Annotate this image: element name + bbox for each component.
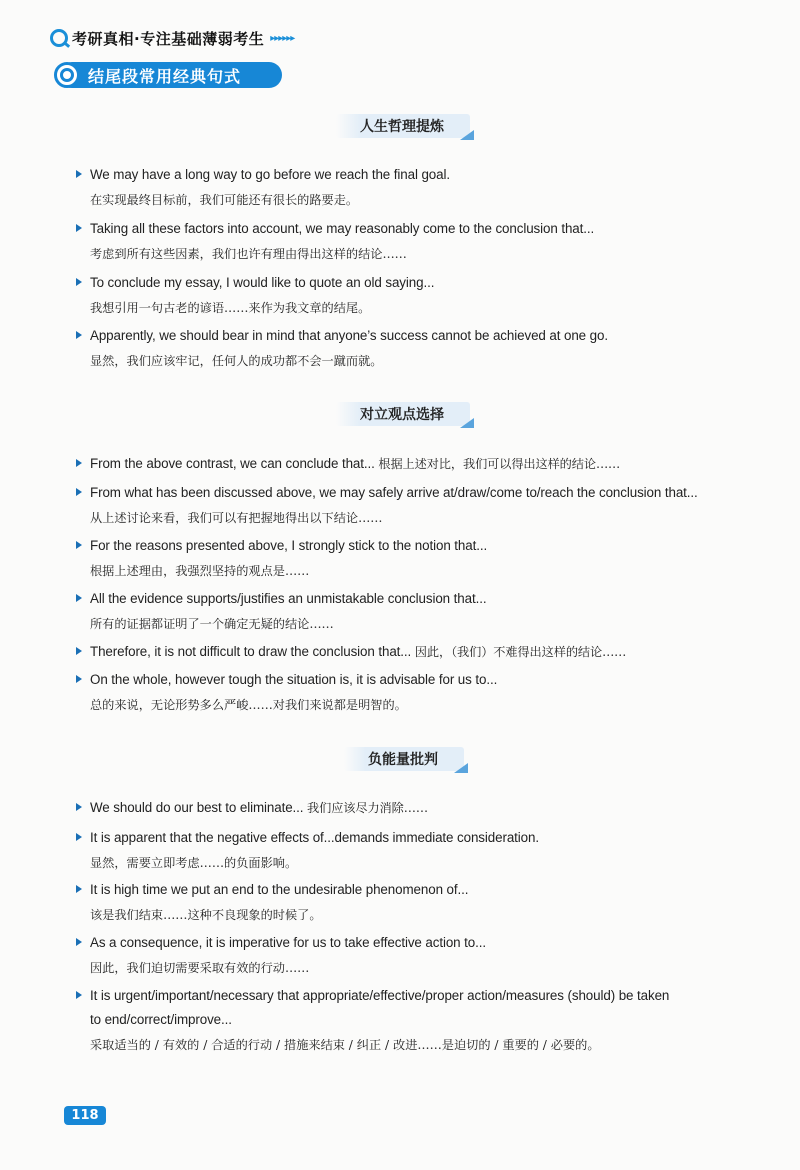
chinese-translation: 我想引用一句古老的谚语……来作为我文章的结尾。 — [90, 301, 371, 315]
list-item — [76, 879, 468, 926]
english-sentence: To conclude my essay, I would like to quote an old saying... — [90, 275, 435, 290]
section-title — [344, 746, 464, 772]
section-title-text: 人生哲理提炼 — [360, 119, 444, 135]
list-item — [76, 535, 487, 582]
list-item — [76, 827, 539, 874]
bullet-icon — [76, 459, 82, 467]
list-item — [76, 325, 608, 372]
list-item — [76, 588, 486, 635]
chinese-translation: 显然，需要立即考虑……的负面影响。 — [90, 856, 298, 870]
bullet-icon — [76, 594, 82, 602]
english-sentence: We may have a long way to go before we reach the final goal. — [90, 167, 450, 182]
list-item — [76, 985, 760, 1056]
chapter-banner — [60, 62, 282, 88]
bullet-icon — [76, 991, 82, 999]
brand-text: 考研真相·专注基础薄弱考生 — [72, 29, 265, 48]
chinese-translation: 我们应该尽力消除…… — [307, 801, 428, 815]
banner-logo-icon — [54, 62, 80, 88]
list-item — [76, 932, 486, 979]
chinese-translation: 考虑到所有这些因素，我们也许有理由得出这样的结论…… — [90, 247, 407, 261]
bullet-icon — [76, 675, 82, 683]
bullet-icon — [76, 278, 82, 286]
bullet-icon — [76, 938, 82, 946]
chinese-translation: 该是我们结束……这种不良现象的时候了。 — [90, 908, 322, 922]
list-item — [76, 482, 698, 529]
chinese-translation: 显然，我们应该牢记，任何人的成功都不会一蹴而就。 — [90, 354, 383, 368]
chinese-translation: 根据上述对比，我们可以得出这样的结论…… — [378, 457, 621, 471]
bullet-icon — [76, 833, 82, 841]
list-item — [76, 797, 428, 819]
list-item — [76, 218, 594, 265]
section-title — [336, 113, 470, 139]
bullet-icon — [76, 170, 82, 178]
english-sentence: As a consequence, it is imperative for us to take effective action to... — [90, 935, 486, 950]
bullet-icon — [76, 647, 82, 655]
bullet-icon — [76, 224, 82, 232]
english-sentence: Therefore, it is not difficult to draw the conclusion that... 因此，（我们）不难得出这样的结论…… — [90, 644, 627, 659]
chinese-translation: 因此，我们迫切需要采取有效的行动…… — [90, 961, 310, 975]
header — [50, 26, 294, 50]
bullet-icon — [76, 541, 82, 549]
english-sentence: From what has been discussed above, we may safely arrive at/draw/come to/reach the conclusion that... — [90, 485, 698, 500]
english-sentence-continued: to end/correct/improve... — [90, 1012, 232, 1027]
english-sentence: It is urgent/important/necessary that appropriate/effective/proper action/measures (should) be taken — [90, 988, 670, 1003]
list-item — [76, 164, 450, 211]
list-item — [76, 669, 497, 716]
list-item — [76, 641, 626, 663]
bullet-icon — [76, 488, 82, 496]
chinese-translation: 在实现最终目标前，我们可能还有很长的路要走。 — [90, 193, 359, 207]
list-item — [76, 272, 434, 319]
section-title — [336, 401, 470, 427]
page-number: 118 — [64, 1106, 106, 1125]
chinese-translation: 因此，（我们）不难得出这样的结论…… — [414, 645, 627, 659]
chinese-translation: 所有的证据都证明了一个确定无疑的结论…… — [90, 617, 334, 631]
english-sentence: For the reasons presented above, I strongly stick to the notion that... — [90, 538, 488, 553]
section-title-text: 对立观点选择 — [360, 407, 444, 423]
bullet-icon — [76, 803, 82, 811]
english-sentence: From the above contrast, we can conclude that... 根据上述对比，我们可以得出这样的结论…… — [90, 456, 621, 471]
list-item — [76, 453, 620, 475]
english-sentence: All the evidence supports/justifies an unmistakable conclusion that... — [90, 591, 487, 606]
english-sentence: Taking all these factors into account, we may reasonably come to the conclusion that... — [90, 221, 595, 236]
arrows-decoration: ▸▸▸▸▸▸ — [270, 32, 295, 44]
banner-title: 结尾段常用经典句式 — [88, 66, 242, 86]
section-title-text: 负能量批判 — [368, 752, 438, 768]
bullet-icon — [76, 885, 82, 893]
chinese-translation: 根据上述理由，我强烈坚持的观点是…… — [90, 564, 310, 578]
bullet-icon — [76, 331, 82, 339]
chinese-translation: 采取适当的 / 有效的 / 合适的行动 / 措施来结束 / 纠正 / 改进……是迫切的 / 重要的 / 必要的。 — [90, 1038, 600, 1052]
logo-icon — [50, 29, 68, 47]
english-sentence: It is apparent that the negative effects of...demands immediate consideration. — [90, 830, 539, 845]
chinese-translation: 总的来说，无论形势多么严峻……对我们来说都是明智的。 — [90, 698, 407, 712]
english-sentence: On the whole, however tough the situation is, it is advisable for us to... — [90, 672, 498, 687]
chinese-translation: 从上述讨论来看，我们可以有把握地得出以下结论…… — [90, 511, 383, 525]
english-sentence: Apparently, we should bear in mind that anyone’s success cannot be achieved at one go. — [90, 328, 608, 343]
english-sentence: It is high time we put an end to the undesirable phenomenon of... — [90, 882, 469, 897]
english-sentence: We should do our best to eliminate... 我们应该尽力消除…… — [90, 800, 428, 815]
